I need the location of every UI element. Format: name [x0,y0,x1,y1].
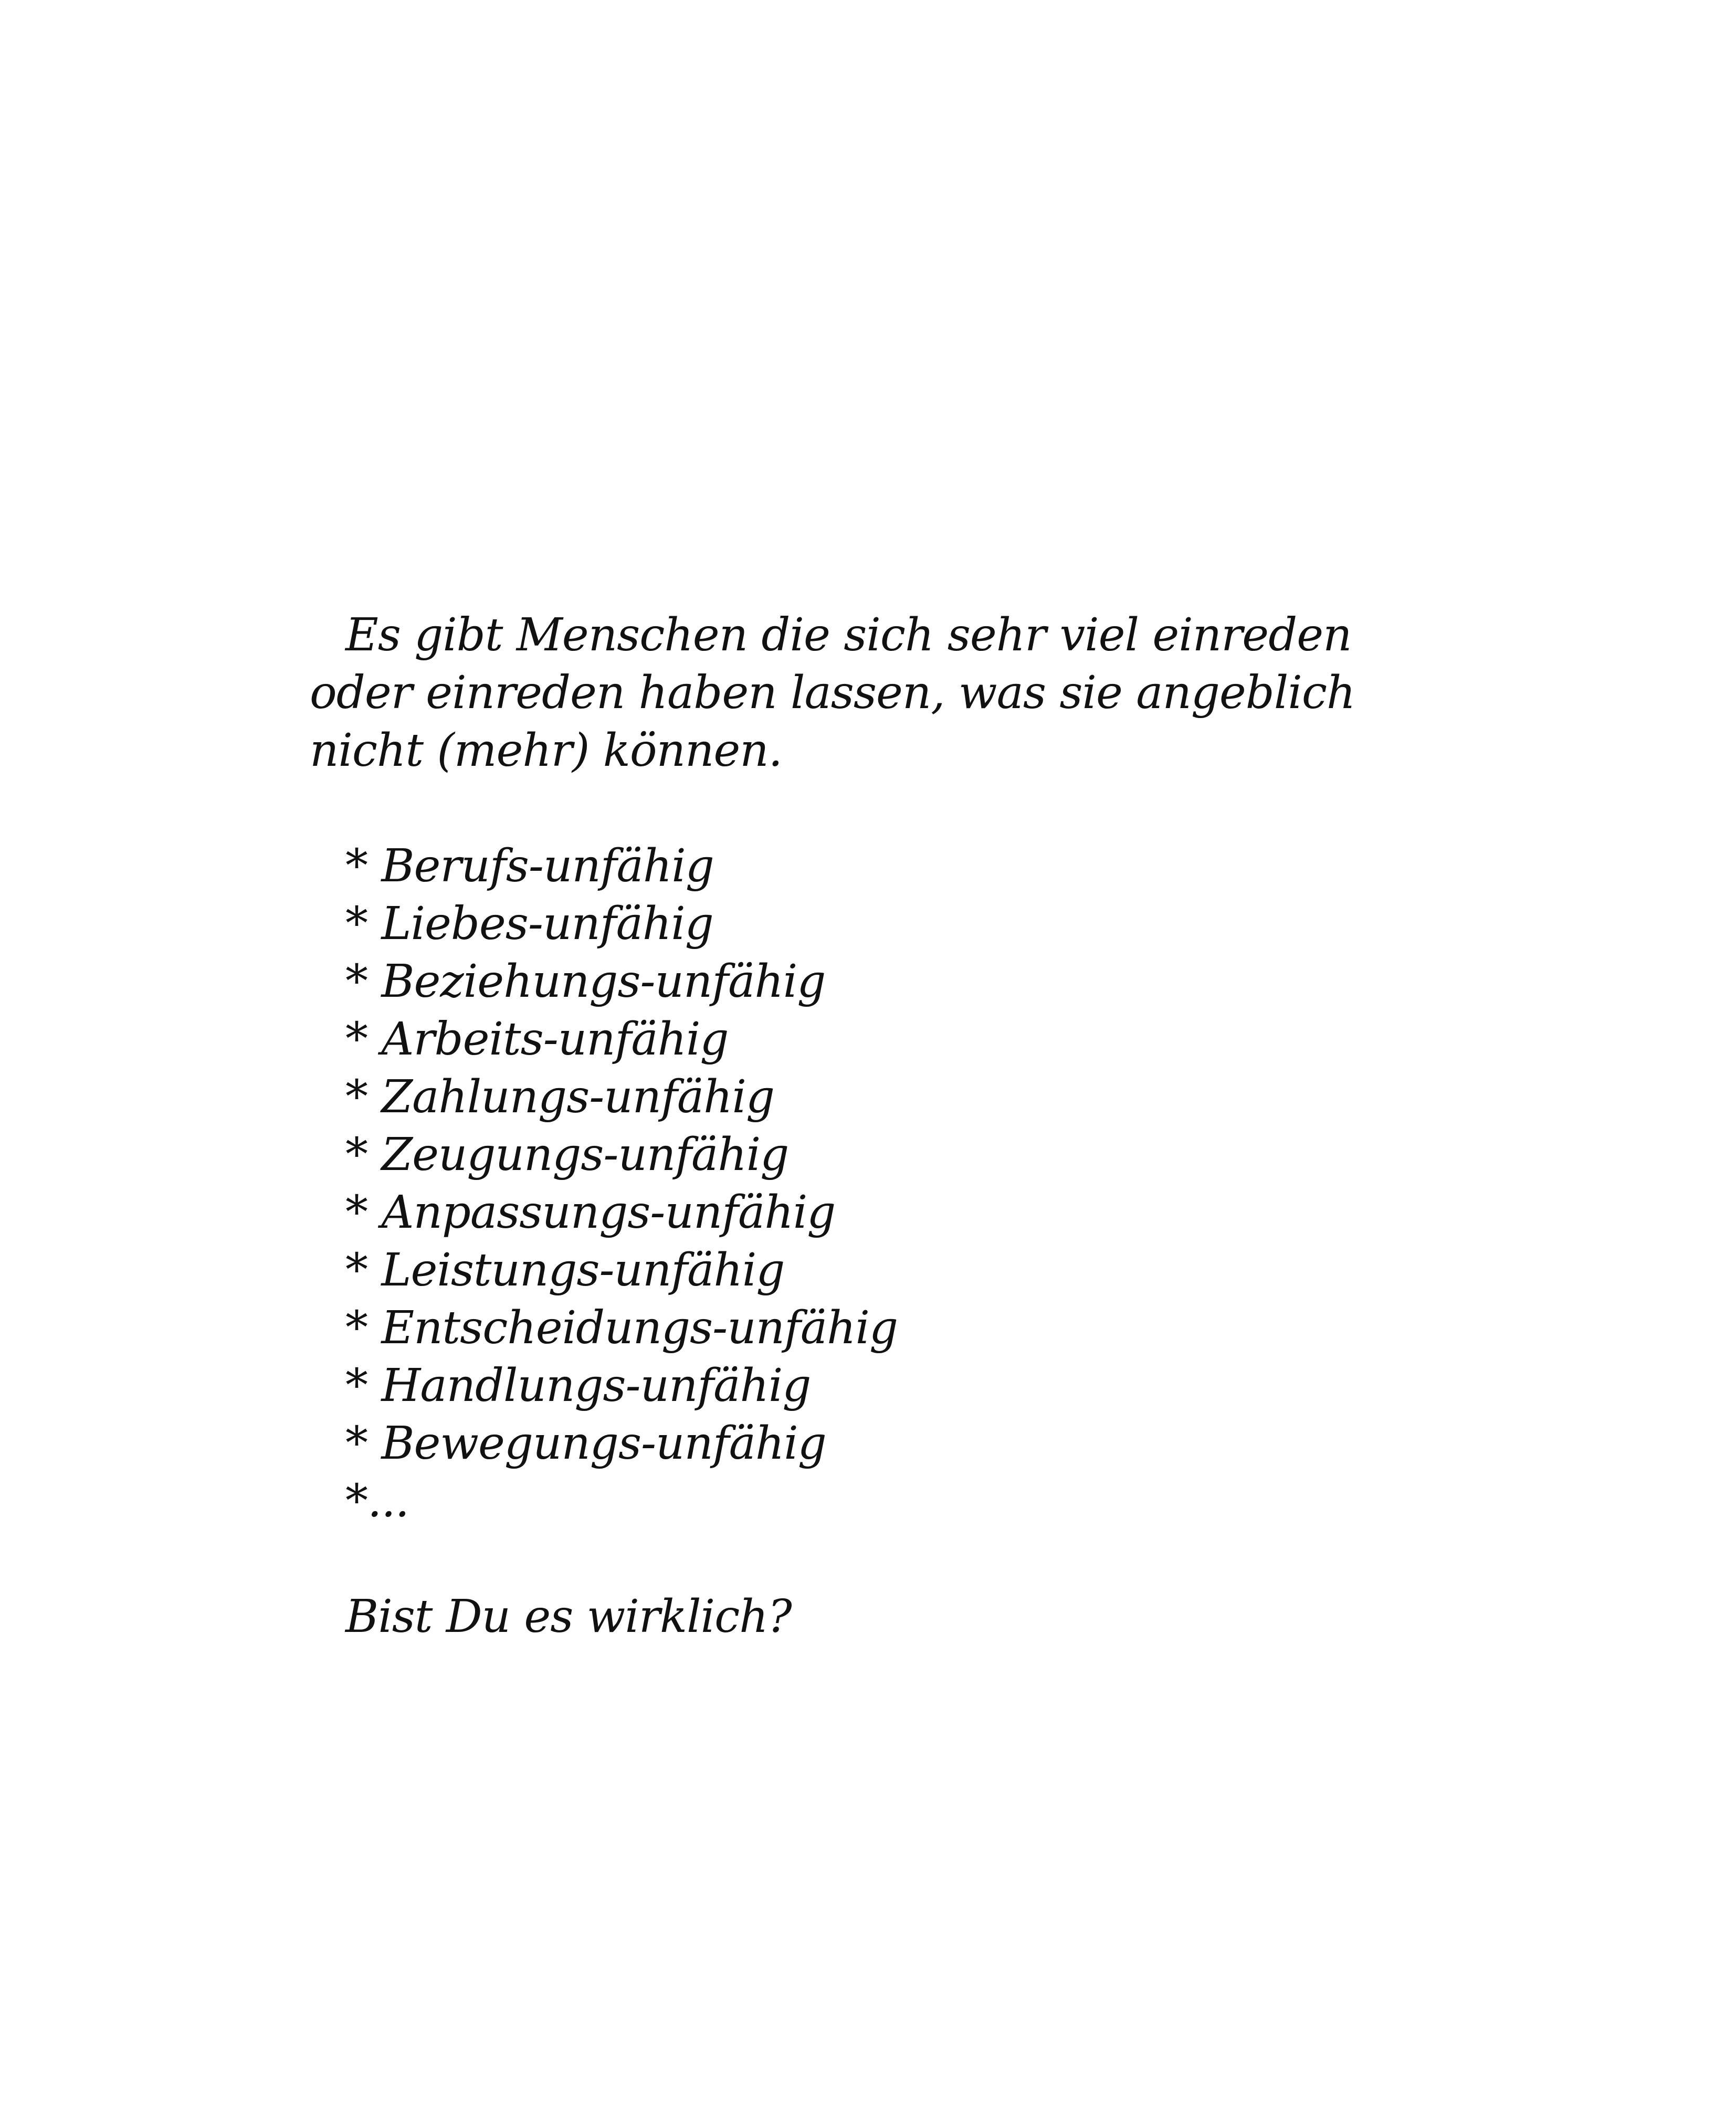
list-item: * Beziehungs-unfähig [345,955,826,1008]
incapacity-list [310,837,1438,1530]
list-item: * Zahlungs-unfähig [345,1071,775,1123]
list-item: * Berufs-unfähig [345,840,714,892]
list-item: * Anpassungs-unfähig [345,1186,836,1239]
list-item: * Bewegungs-unfähig [345,1417,826,1470]
intro-paragraph: Es gibt Menschen die sich sehr viel einreden oder einreden haben lassen, was sie angeblich nicht (mehr) können. [310,609,1355,777]
closing-question: Bist Du es wirklich? [345,1590,792,1643]
list-item: * Zeugungs-unfähig [345,1129,789,1181]
list-item: *... [345,1475,409,1527]
list-item: * Entscheidungs-unfähig [345,1302,898,1354]
list-item: * Liebes-unfähig [345,898,713,950]
list-item: * Arbeits-unfähig [345,1013,729,1066]
list-item: * Handlungs-unfähig [345,1359,811,1412]
text-block [310,606,1438,1646]
list-item: * Leistungs-unfähig [345,1244,785,1297]
